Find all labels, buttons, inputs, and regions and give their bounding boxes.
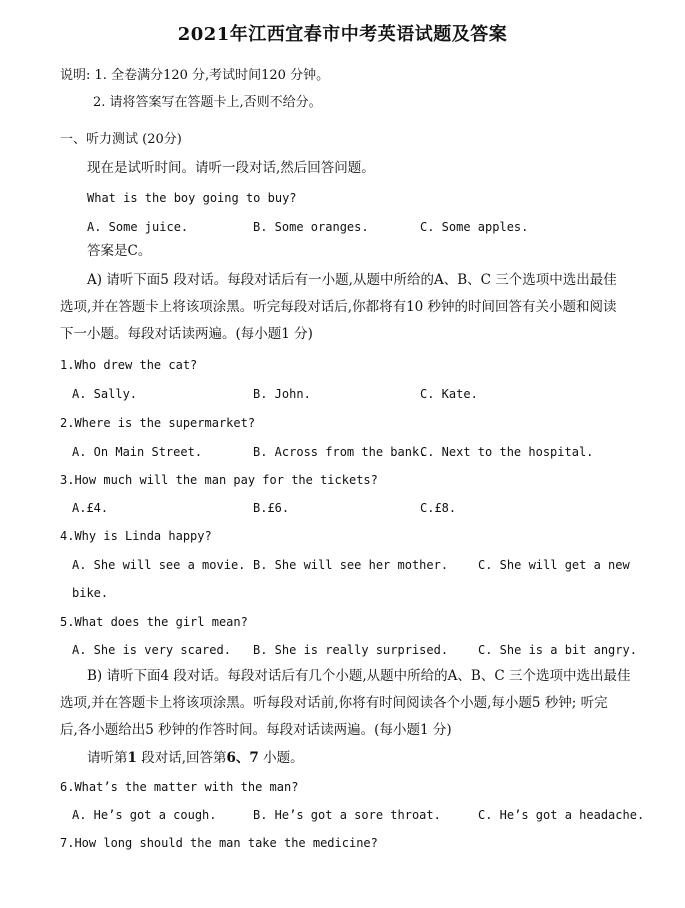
- section-intro: 现在是试听时间。请听一段对话,然后回答问题。: [87, 160, 375, 176]
- q6-option-a: A. He’s got a cough.: [72, 808, 217, 822]
- q6-option-b: B. He’s got a sore throat.: [253, 808, 441, 822]
- question-2: 2.Where is the supermarket?: [60, 416, 256, 430]
- listen-pre: 请听第: [87, 750, 128, 766]
- q3-option-c: C.£8.: [420, 501, 457, 515]
- notes-line-1: [60, 68, 329, 84]
- q1-option-b: B. John.: [253, 387, 311, 401]
- q3-option-b: B.£6.: [253, 501, 290, 515]
- q5-option-c: C. She is a bit angry.: [478, 643, 637, 657]
- dialogue-number: 1: [127, 750, 137, 766]
- note-1: 1. 全卷满分120 分,考试时间120 分钟。: [94, 68, 330, 83]
- example-option-a: A. Some juice.: [87, 220, 189, 234]
- q4-option-b: B. She will see her mother.: [253, 558, 449, 572]
- q3-option-a: A.£4.: [72, 501, 109, 515]
- part-b-line-1: B) 请听下面4 段对话。每段对话后有几个小题,从题中所给的A、B、C 三个选项中选出最佳: [87, 668, 631, 684]
- q4-option-a: A. She will see a movie.: [72, 558, 246, 572]
- section-heading: 一、听力测试 (20分): [60, 132, 182, 147]
- question-range: 6、7: [226, 750, 259, 766]
- note-2: 2. 请将答案写在答题卡上,否则不给分。: [93, 95, 322, 110]
- part-b-line-3: 后,各小题给出5 秒钟的作答时间。每段对话读两遍。(每小题1 分): [60, 722, 452, 738]
- question-7: 7.How long should the man take the medicine?: [60, 836, 378, 850]
- part-a-line-2: 选项,并在答题卡上将该项涂黑。听完每段对话后,你都将有10 秒钟的时间回答有关小题和阅读: [60, 299, 617, 315]
- example-answer: 答案是C。: [87, 243, 152, 259]
- q6-option-c: C. He’s got a headache.: [478, 808, 645, 822]
- question-5: 5.What does the girl mean?: [60, 615, 248, 629]
- listen-mid: 段对话,回答第: [136, 750, 227, 766]
- part-a-line-1: A) 请听下面5 段对话。每段对话后有一小题,从题中所给的A、B、C 三个选项中选出最佳: [87, 272, 617, 288]
- q2-option-b: B. Across from the bank.: [253, 445, 427, 459]
- q1-option-a: A. Sally.: [72, 387, 138, 401]
- page-title: 2021年江西宜春市中考英语试题及答案: [177, 24, 508, 45]
- question-3: 3.How much will the man pay for the tickets?: [60, 473, 378, 487]
- part-b-line-2: 选项,并在答题卡上将该项涂黑。听每段对话前,你将有时间阅读各个小题,每小题5 秒钟; 听完: [60, 695, 608, 711]
- q2-option-c: C. Next to the hospital.: [420, 445, 594, 459]
- part-b-listen-instruction: [87, 750, 304, 766]
- question-1: 1.Who drew the cat?: [60, 358, 198, 372]
- q4-option-c: C. She will get a new: [478, 558, 630, 572]
- q1-option-c: C. Kate.: [420, 387, 478, 401]
- part-a-line-3: 下一小题。每段对话读两遍。(每小题1 分): [60, 326, 313, 342]
- q5-option-a: A. She is very scared.: [72, 643, 231, 657]
- q5-option-b: B. She is really surprised.: [253, 643, 449, 657]
- listen-post: 小题。: [258, 750, 304, 766]
- q4-option-c-continued: bike.: [72, 586, 109, 600]
- notes-label: 说明:: [60, 68, 91, 83]
- example-option-b: B. Some oranges.: [253, 220, 369, 234]
- q2-option-a: A. On Main Street.: [72, 445, 203, 459]
- example-option-c: C. Some apples.: [420, 220, 529, 234]
- example-question: What is the boy going to buy?: [87, 191, 297, 205]
- question-4: 4.Why is Linda happy?: [60, 529, 212, 543]
- question-6: 6.What’s the matter with the man?: [60, 780, 299, 794]
